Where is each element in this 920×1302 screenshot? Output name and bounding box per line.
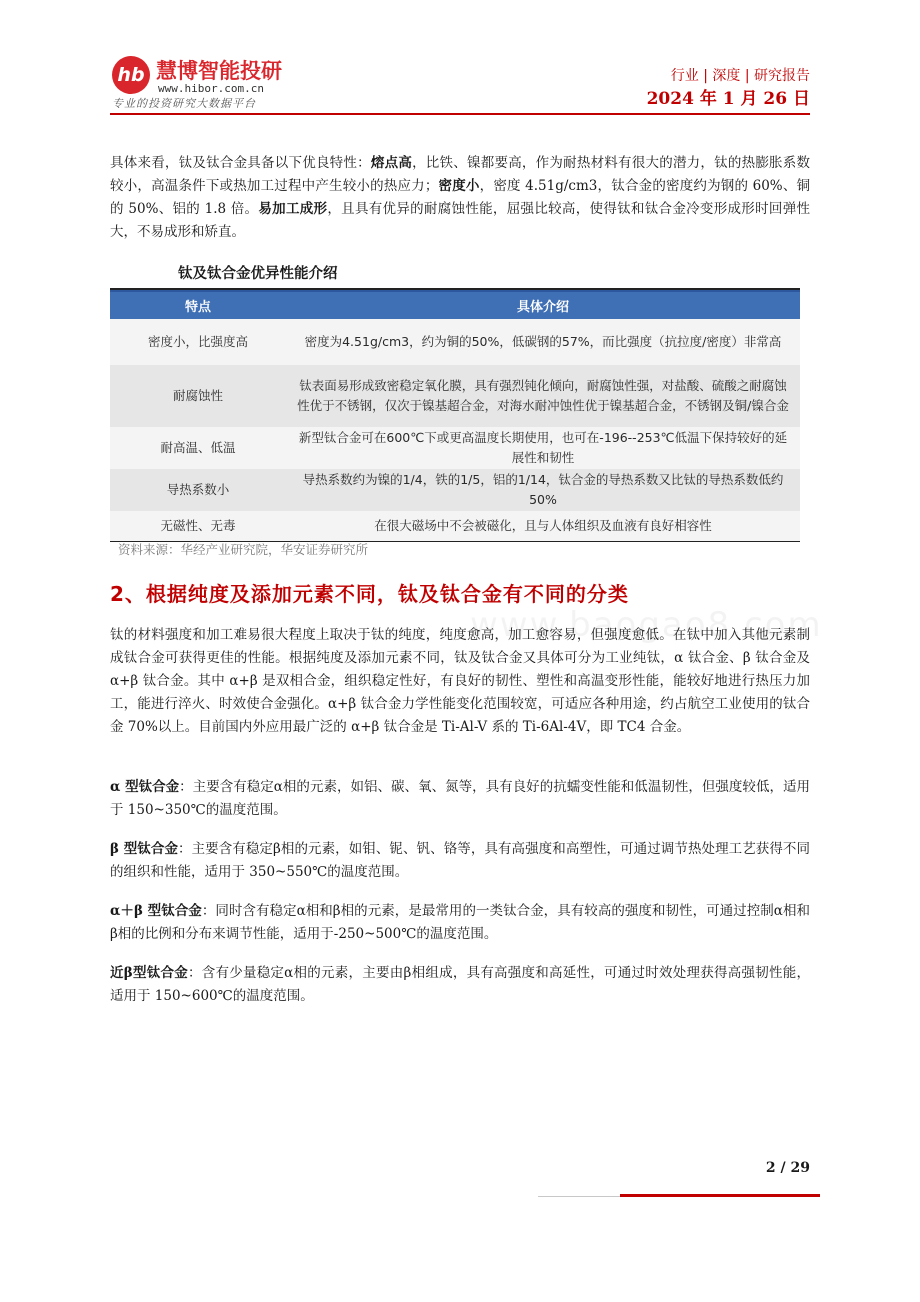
logo-slogan: 专业的投资研究大数据平台 (112, 97, 256, 110)
intro-text-1: 具体来看，钛及钛合金具备以下优良特性： (110, 155, 371, 171)
table-cell-feature: 密度小，比强度高 (110, 319, 286, 365)
section-paragraph: 钛的材料强度和加工难易很大程度上取决于钛的纯度，纯度愈高，加工愈容易，但强度愈低。在钛中加入其他元素制成钛合金可获得更佳的性能。根据纯度及添加元素不同，钛及钛合金又具体可分为工业纯钛，α 钛合金、β 钛合金及 α+β 钛合金。其中 α+β 是双相合金，组织稳定性好，有良好的韧性、塑性和高温变形性能，能较好地进行热压力加工，能进行淬火、时效使合金强化。α+β 钛合金力学性能变化范围较宽，可适应各种用途，约占航空工业使用的钛合金 70%以上。目前国内外应用最广泛的 α+β 钛合金是 Ti-Al-V 系的 Ti-6Al-4V，即 TC4 合金。 (110, 627, 810, 735)
report-meta (647, 66, 810, 112)
intro-bold-1: 熔点高 (370, 155, 413, 171)
alloy-item-label: β 型钛合金 (110, 841, 179, 857)
alloy-item-label: 近β型钛合金 (110, 965, 188, 981)
intro-text-4: ，且具有优异的耐腐蚀性能，屈强比较高，使得钛和钛合金冷变形成形时回弹性大，不易成形和矫直。 (110, 201, 811, 240)
page-number: 2 / 29 (765, 1160, 810, 1176)
intro-paragraph (110, 152, 810, 244)
logo-name: 慧博智能投研 (156, 59, 282, 83)
table-row (110, 511, 800, 541)
table-cell-feature: 耐高温、低温 (110, 427, 286, 469)
header-divider (110, 113, 810, 115)
intro-text-2: ，比铁、镍都要高，作为耐热材料有很大的潜力，钛的热膨胀系数较小，高温条件下或热加工过程中产生较小的热应力； (110, 155, 811, 194)
alloy-item-label: α＋β 型钛合金 (110, 903, 202, 919)
footer-rule-red (620, 1194, 820, 1197)
alloy-item-label: α 型钛合金 (110, 779, 180, 795)
report-date: 2024 年 1 月 26 日 (646, 89, 810, 109)
table-cell-detail: 钛表面易形成致密稳定氧化膜，具有强烈钝化倾向，耐腐蚀性强，对盐酸、硫酸之耐腐蚀性优于不锈钢，仅次于镍基超合金，对海水耐冲蚀性优于镍基超合金，不锈钢及铜/镍合金 (286, 365, 800, 427)
table-source: 资料来源：华经产业研究院，华安证券研究所 (118, 542, 369, 557)
section-heading: 2、根据纯度及添加元素不同，钛及钛合金有不同的分类 (110, 582, 629, 606)
logo-url: www.hibor.com.cn (158, 82, 264, 95)
logo (112, 54, 312, 112)
alloy-item-text: ：同时含有稳定α相和β相的元素，是最常用的一类钛合金，具有较高的强度和韧性，可通过控制α相和β相的比例和分布来调节性能，适用于-250~500℃的温度范围。 (110, 903, 810, 942)
alloy-item-beta (110, 838, 810, 884)
alloy-item-text: ：含有少量稳定α相的元素，主要由β相组成，具有高强度和高延性，可通过时效处理获得高强韧性能，适用于 150~600℃的温度范围。 (110, 965, 810, 1004)
table-row (110, 427, 800, 469)
alloy-item-text: ：主要含有稳定β相的元素，如钼、铌、钒、铬等，具有高强度和高塑性，可通过调节热处理工艺获得不同的组织和性能，适用于 350~550℃的温度范围。 (110, 841, 810, 880)
table-cell-detail: 密度为4.51g/cm3，约为铜的50%，低碳钢的57%，而比强度（抗拉度/密度）非常高 (286, 319, 800, 365)
footer-rule-grey (538, 1196, 620, 1197)
table-cell-detail: 在很大磁场中不会被磁化，且与人体组织及血液有良好相容性 (286, 511, 800, 541)
table-header-detail: 具体介绍 (286, 291, 800, 319)
properties-table (110, 288, 800, 542)
table-cell-feature: 无磁性、无毒 (110, 511, 286, 541)
table-title: 钛及钛合金优异性能介绍 (178, 266, 338, 282)
logo-mark-icon: hb (112, 56, 150, 94)
intro-bold-2: 密度小 (438, 178, 480, 194)
table-row (110, 319, 800, 365)
table-cell-feature: 耐腐蚀性 (110, 365, 286, 427)
table-header-feature: 特点 (110, 291, 286, 319)
table-row (110, 365, 800, 427)
intro-text-3: ，密度 4.51g/cm3，钛合金的密度约为钢的 60%、铜的 50%、铝的 1.8 倍。 (110, 178, 811, 217)
alloy-item-near-beta (110, 962, 810, 1008)
alloy-item-alpha (110, 776, 810, 822)
report-category: 行业 | 深度 | 研究报告 (670, 68, 810, 84)
intro-bold-3: 易加工成形 (258, 201, 328, 217)
alloy-item-text: ：主要含有稳定α相的元素，如铝、碳、氧、氮等，具有良好的抗蠕变性能和低温韧性，但强度较低，适用于 150~350℃的温度范围。 (110, 779, 810, 818)
alloy-item-alpha-beta (110, 900, 810, 946)
table-cell-detail: 导热系数约为镍的1/4，铁的1/5，铝的1/14，钛合金的导热系数又比钛的导热系数低约50% (286, 469, 800, 511)
table-row (110, 469, 800, 511)
table-cell-detail: 新型钛合金可在600℃下或更高温度长期使用，也可在-196--253℃低温下保持较好的延展性和韧性 (286, 427, 800, 469)
table-cell-feature: 导热系数小 (110, 469, 286, 511)
